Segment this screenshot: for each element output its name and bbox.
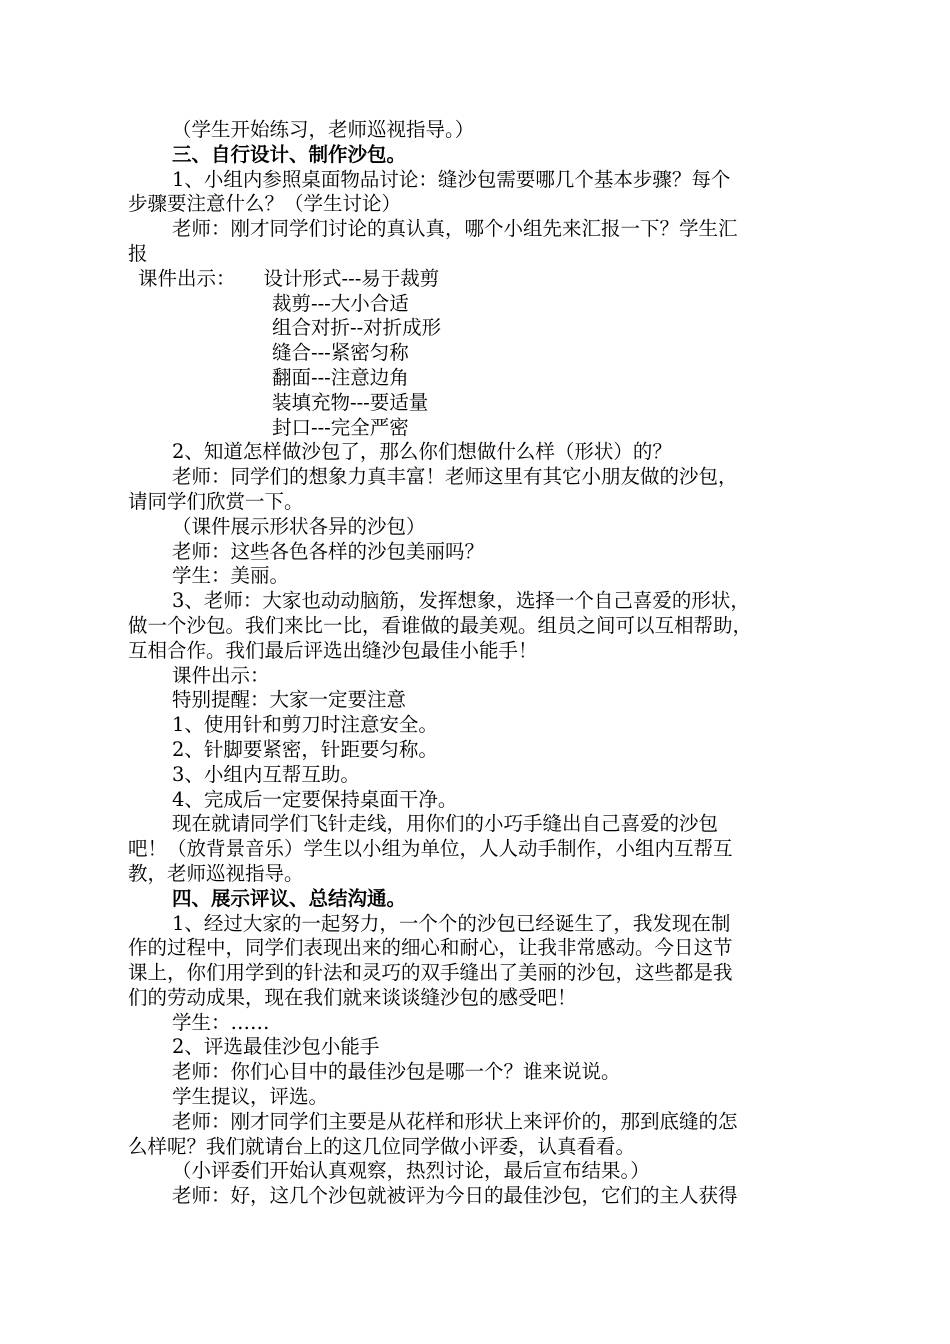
paragraph-line: 课件出示：	[172, 663, 270, 687]
paragraph-line: 报	[128, 241, 148, 265]
paragraph-line: 么样呢？我们就请台上的这几位同学做小评委，认真看看。	[128, 1134, 636, 1158]
courseware-label: 课件出示：	[138, 266, 236, 290]
paragraph-line: 现在就请同学们飞针走线，用你们的小巧手缝出自己喜爱的沙包	[172, 812, 719, 836]
paragraph-line: 1、小组内参照桌面物品讨论：缝沙包需要哪几个基本步骤？每个	[172, 167, 731, 191]
paragraph-line: 老师：刚才同学们讨论的真认真，哪个小组先来汇报一下？学生汇	[172, 217, 738, 241]
section-heading: 四、展示评议、总结沟通。	[172, 886, 407, 910]
paragraph-line: （课件展示形状各异的沙包）	[172, 514, 426, 538]
paragraph-line: 步骤要注意什么？（学生讨论）	[128, 192, 402, 216]
paragraph-line: 互相合作。我们最后评选出缝沙包最佳小能手！	[128, 638, 538, 662]
paragraph-line: 教，老师巡视指导。	[128, 861, 304, 885]
courseware-step: 装填充物---要适量	[272, 390, 429, 414]
courseware-step: 设计形式---易于裁剪	[263, 266, 440, 290]
paragraph-line: 做一个沙包。我们来比一比，看谁做的最美观。组员之间可以互相帮助，	[128, 613, 753, 637]
list-item: 4、完成后一定要保持桌面干净。	[172, 787, 458, 811]
paragraph-line: 特别提醒：大家一定要注意	[172, 688, 407, 712]
paragraph-line: 吧！（放背景音乐）学生以小组为单位，人人动手制作，小组内互帮互	[128, 837, 733, 861]
courseware-step: 裁剪---大小合适	[272, 291, 409, 315]
paragraph-line: 老师：同学们的想象力真丰富！老师这里有其它小朋友做的沙包，	[172, 465, 738, 489]
courseware-step: 封口---完全严密	[272, 415, 409, 439]
document-body	[128, 118, 828, 1209]
courseware-step: 缝合---紧密匀称	[272, 341, 409, 365]
paragraph-line: 学生提议，评选。	[172, 1085, 329, 1109]
paragraph-line: 学生：美丽。	[172, 564, 290, 588]
paragraph-line: 请同学们欣赏一下。	[128, 489, 304, 513]
section-heading: 三、自行设计、制作沙包。	[172, 142, 407, 166]
courseware-step: 组合对折--对折成形	[272, 316, 442, 340]
paragraph-line: 老师：好，这几个沙包就被评为今日的最佳沙包，它们的主人获得	[172, 1184, 738, 1208]
paragraph-line: 2、评选最佳沙包小能手	[172, 1035, 380, 1059]
paragraph-line: （小评委们开始认真观察，热烈讨论，最后宣布结果。）	[172, 1159, 650, 1183]
paragraph-line: 学生：……	[172, 1010, 270, 1034]
paragraph-line: 们的劳动成果，现在我们就来谈谈缝沙包的感受吧！	[128, 985, 577, 1009]
paragraph-line: 1、经过大家的一起努力，一个个的沙包已经诞生了，我发现在制	[172, 911, 731, 935]
list-item: 2、针脚要紧密，针距要匀称。	[172, 737, 438, 761]
courseware-steps-header	[128, 267, 828, 292]
list-item: 3、小组内互帮互助。	[172, 762, 360, 786]
paragraph-line: 老师：这些各色各样的沙包美丽吗？	[172, 539, 485, 563]
paragraph-line: 老师：你们心目中的最佳沙包是哪一个？谁来说说。	[172, 1060, 621, 1084]
courseware-step: 翻面---注意边角	[272, 365, 409, 389]
paragraph-line: （学生开始练习，老师巡视指导。）	[172, 118, 475, 141]
list-item: 1、使用针和剪刀时注意安全。	[172, 713, 438, 737]
paragraph-line: 作的过程中，同学们表现出来的细心和耐心，让我非常感动。今日这节	[128, 936, 733, 960]
paragraph-line: 课上，你们用学到的针法和灵巧的双手缝出了美丽的沙包，这些都是我	[128, 961, 733, 985]
paragraph-line: 3、老师：大家也动动脑筋，发挥想象，选择一个自己喜爱的形状，	[172, 589, 750, 613]
paragraph-line: 老师：刚才同学们主要是从花样和形状上来评价的，那到底缝的怎	[172, 1109, 738, 1133]
paragraph-line: 2、知道怎样做沙包了，那么你们想做什么样（形状）的？	[172, 440, 672, 464]
